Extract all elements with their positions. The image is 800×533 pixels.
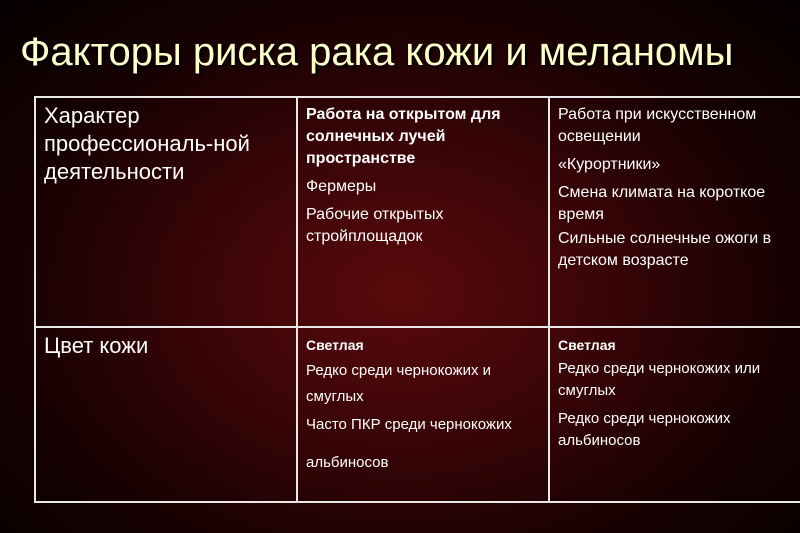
list-item: Смена климата на короткое время	[558, 184, 766, 223]
list-item: Редко среди чернокожих альбиносов	[558, 410, 731, 449]
cell-skin-color-col1	[297, 327, 549, 502]
slide-title: Факторы риска рака кожи и меланомы	[20, 30, 734, 74]
table-row-occupation	[35, 97, 800, 327]
list-item: альбиносов	[306, 454, 389, 471]
cell-lead-indoor: Работа при искусственном освещении	[558, 106, 757, 145]
list-item: Редко среди чернокожих или смуглых	[558, 360, 761, 399]
row-header-occupation: Характер профессиональ-ной деятельности	[35, 97, 297, 327]
row-header-skin-color: Цвет кожи	[35, 327, 297, 502]
cell-occupation-outdoor	[297, 97, 549, 327]
list-item: Редко среди чернокожих и смуглых	[306, 362, 491, 405]
list-item: «Курортники»	[558, 156, 661, 173]
cell-skin-color-col2	[549, 327, 800, 502]
list-item: Фермеры	[306, 178, 377, 195]
cell-lead-outdoor: Работа на открытом для солнечных лучей пространстве	[306, 106, 501, 167]
cell-lead-skin-col2: Светлая	[558, 337, 616, 353]
risk-factors-table	[34, 96, 800, 503]
cell-lead-skin-col1: Светлая	[306, 337, 364, 353]
list-item: Часто ПКР среди чернокожих	[306, 416, 512, 433]
cell-occupation-indoor	[549, 97, 800, 327]
list-item: Рабочие открытых стройплощадок	[306, 206, 444, 245]
list-item: Сильные солнечные ожоги в детском возрасте	[558, 230, 772, 269]
table-row-skin-color	[35, 327, 800, 502]
